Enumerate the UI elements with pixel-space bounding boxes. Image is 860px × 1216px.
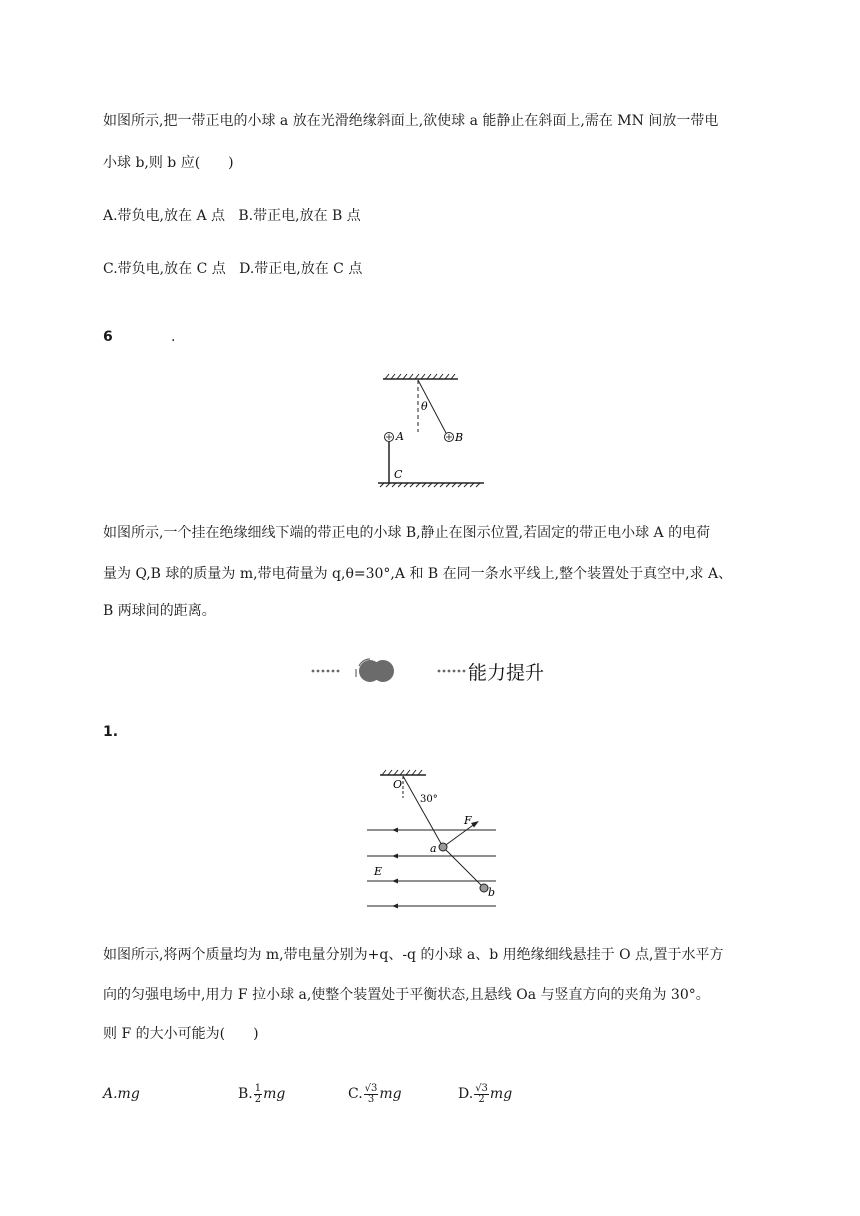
q1-option-c[interactable] — [348, 1079, 402, 1109]
section-title: 能力提升 — [468, 661, 545, 684]
ball-a — [439, 843, 447, 851]
section-dots-left-icon — [310, 666, 346, 676]
q1-number — [103, 724, 118, 740]
q1-option-b-prefix: B. — [238, 1086, 253, 1102]
fraction-denominator: 3 — [367, 1093, 375, 1105]
q5-option-b[interactable]: B.带正电,放在 B 点 — [238, 208, 361, 224]
section-circles-icon — [350, 656, 398, 686]
thread-oa — [403, 776, 443, 847]
q6-stem-line3: B 两球间的距离。 — [103, 603, 216, 619]
field-arrowheads — [392, 828, 398, 909]
fraction-numerator: √3 — [364, 1082, 378, 1094]
q5-option-c[interactable]: C.带负电,放在 C 点 — [103, 261, 226, 277]
q1-option-c-prefix: C. — [348, 1086, 363, 1102]
q5-stem-line1: 如图所示,把一带正电的小球 a 放在光滑绝缘斜面上,欲使球 a 能静止在斜面上,需在 MN 间放一带电 — [103, 113, 719, 129]
q6-number: 6 — [103, 329, 113, 345]
ceiling-hatch — [383, 374, 458, 379]
label-b: b — [488, 886, 496, 899]
floor-hatch — [378, 483, 484, 487]
ceiling-hatch — [380, 770, 426, 775]
q1-option-c-fraction — [364, 1084, 379, 1105]
q5-stem-line2: 小球 b,则 b 应( ) — [103, 155, 234, 171]
q1-option-b-fraction — [254, 1084, 262, 1105]
angle-label: 30° — [420, 794, 438, 805]
q1-option-c-unit: mg — [379, 1086, 402, 1102]
q6-stem-line2: 量为 Q,B 球的质量为 m,带电荷量为 q,θ=30°,A 和 B 在同一条水平线上,整个装置处于真空中,求 A、 — [103, 566, 733, 582]
q1-number-digit: 1 — [103, 724, 113, 740]
q6-figure — [370, 370, 490, 495]
q5-options-row1 — [103, 207, 361, 225]
q1-number-dot: . — [112, 724, 119, 740]
q1-stem-line2: 向的匀强电场中,用力 F 拉小球 a,使整个装置处于平衡状态,且悬线 Oa 与竖直方向的夹角为 30°。 — [103, 987, 710, 1003]
q1-option-d-unit: mg — [489, 1086, 513, 1102]
fraction-denominator: 2 — [254, 1093, 262, 1105]
label-b: B — [455, 431, 464, 444]
q1-option-b[interactable] — [238, 1079, 285, 1109]
fraction-numerator: 1 — [254, 1082, 262, 1094]
fraction-denominator: 2 — [478, 1093, 485, 1105]
q5-options-row2 — [103, 260, 362, 278]
label-f: F — [464, 814, 472, 827]
label-o: O — [393, 778, 403, 791]
q1-option-a[interactable]: A.mg — [103, 1086, 140, 1102]
fraction-numerator: √3 — [475, 1082, 488, 1094]
force-arrowhead — [471, 821, 479, 828]
q6-number-dot: . — [171, 329, 176, 345]
q1-option-d-prefix: D. — [458, 1086, 474, 1102]
theta-label: θ — [421, 400, 428, 413]
q5-option-a[interactable]: A.带负电,放在 A 点 — [103, 208, 226, 224]
q1-stem-line3: 则 F 的大小可能为( ) — [103, 1026, 259, 1042]
label-c: C — [394, 468, 403, 481]
q5-option-d[interactable]: D.带正电,放在 C 点 — [239, 261, 363, 277]
section-banner — [310, 656, 544, 686]
q1-option-d[interactable] — [458, 1079, 512, 1109]
q1-stem-line1: 如图所示,将两个质量均为 m,带电量分别为+q、-q 的小球 a、b 用绝缘细线悬挂于 O 点,置于水平方 — [103, 947, 724, 963]
label-a: A — [396, 430, 404, 443]
section-dots-right-icon — [436, 666, 468, 676]
ball-a — [385, 433, 394, 442]
q6-stem-line1: 如图所示,一个挂在绝缘细线下端的带正电的小球 B,静止在图示位置,若固定的带正电小球 A 的电荷 — [103, 525, 711, 541]
ball-b — [445, 433, 454, 442]
ball-b — [480, 884, 488, 892]
q1-option-b-unit: mg — [263, 1086, 286, 1102]
label-e: E — [374, 865, 383, 878]
thread-ab — [443, 847, 484, 888]
label-a: a — [430, 842, 437, 855]
q1-figure — [360, 768, 505, 913]
q1-option-d-fraction — [474, 1084, 489, 1105]
